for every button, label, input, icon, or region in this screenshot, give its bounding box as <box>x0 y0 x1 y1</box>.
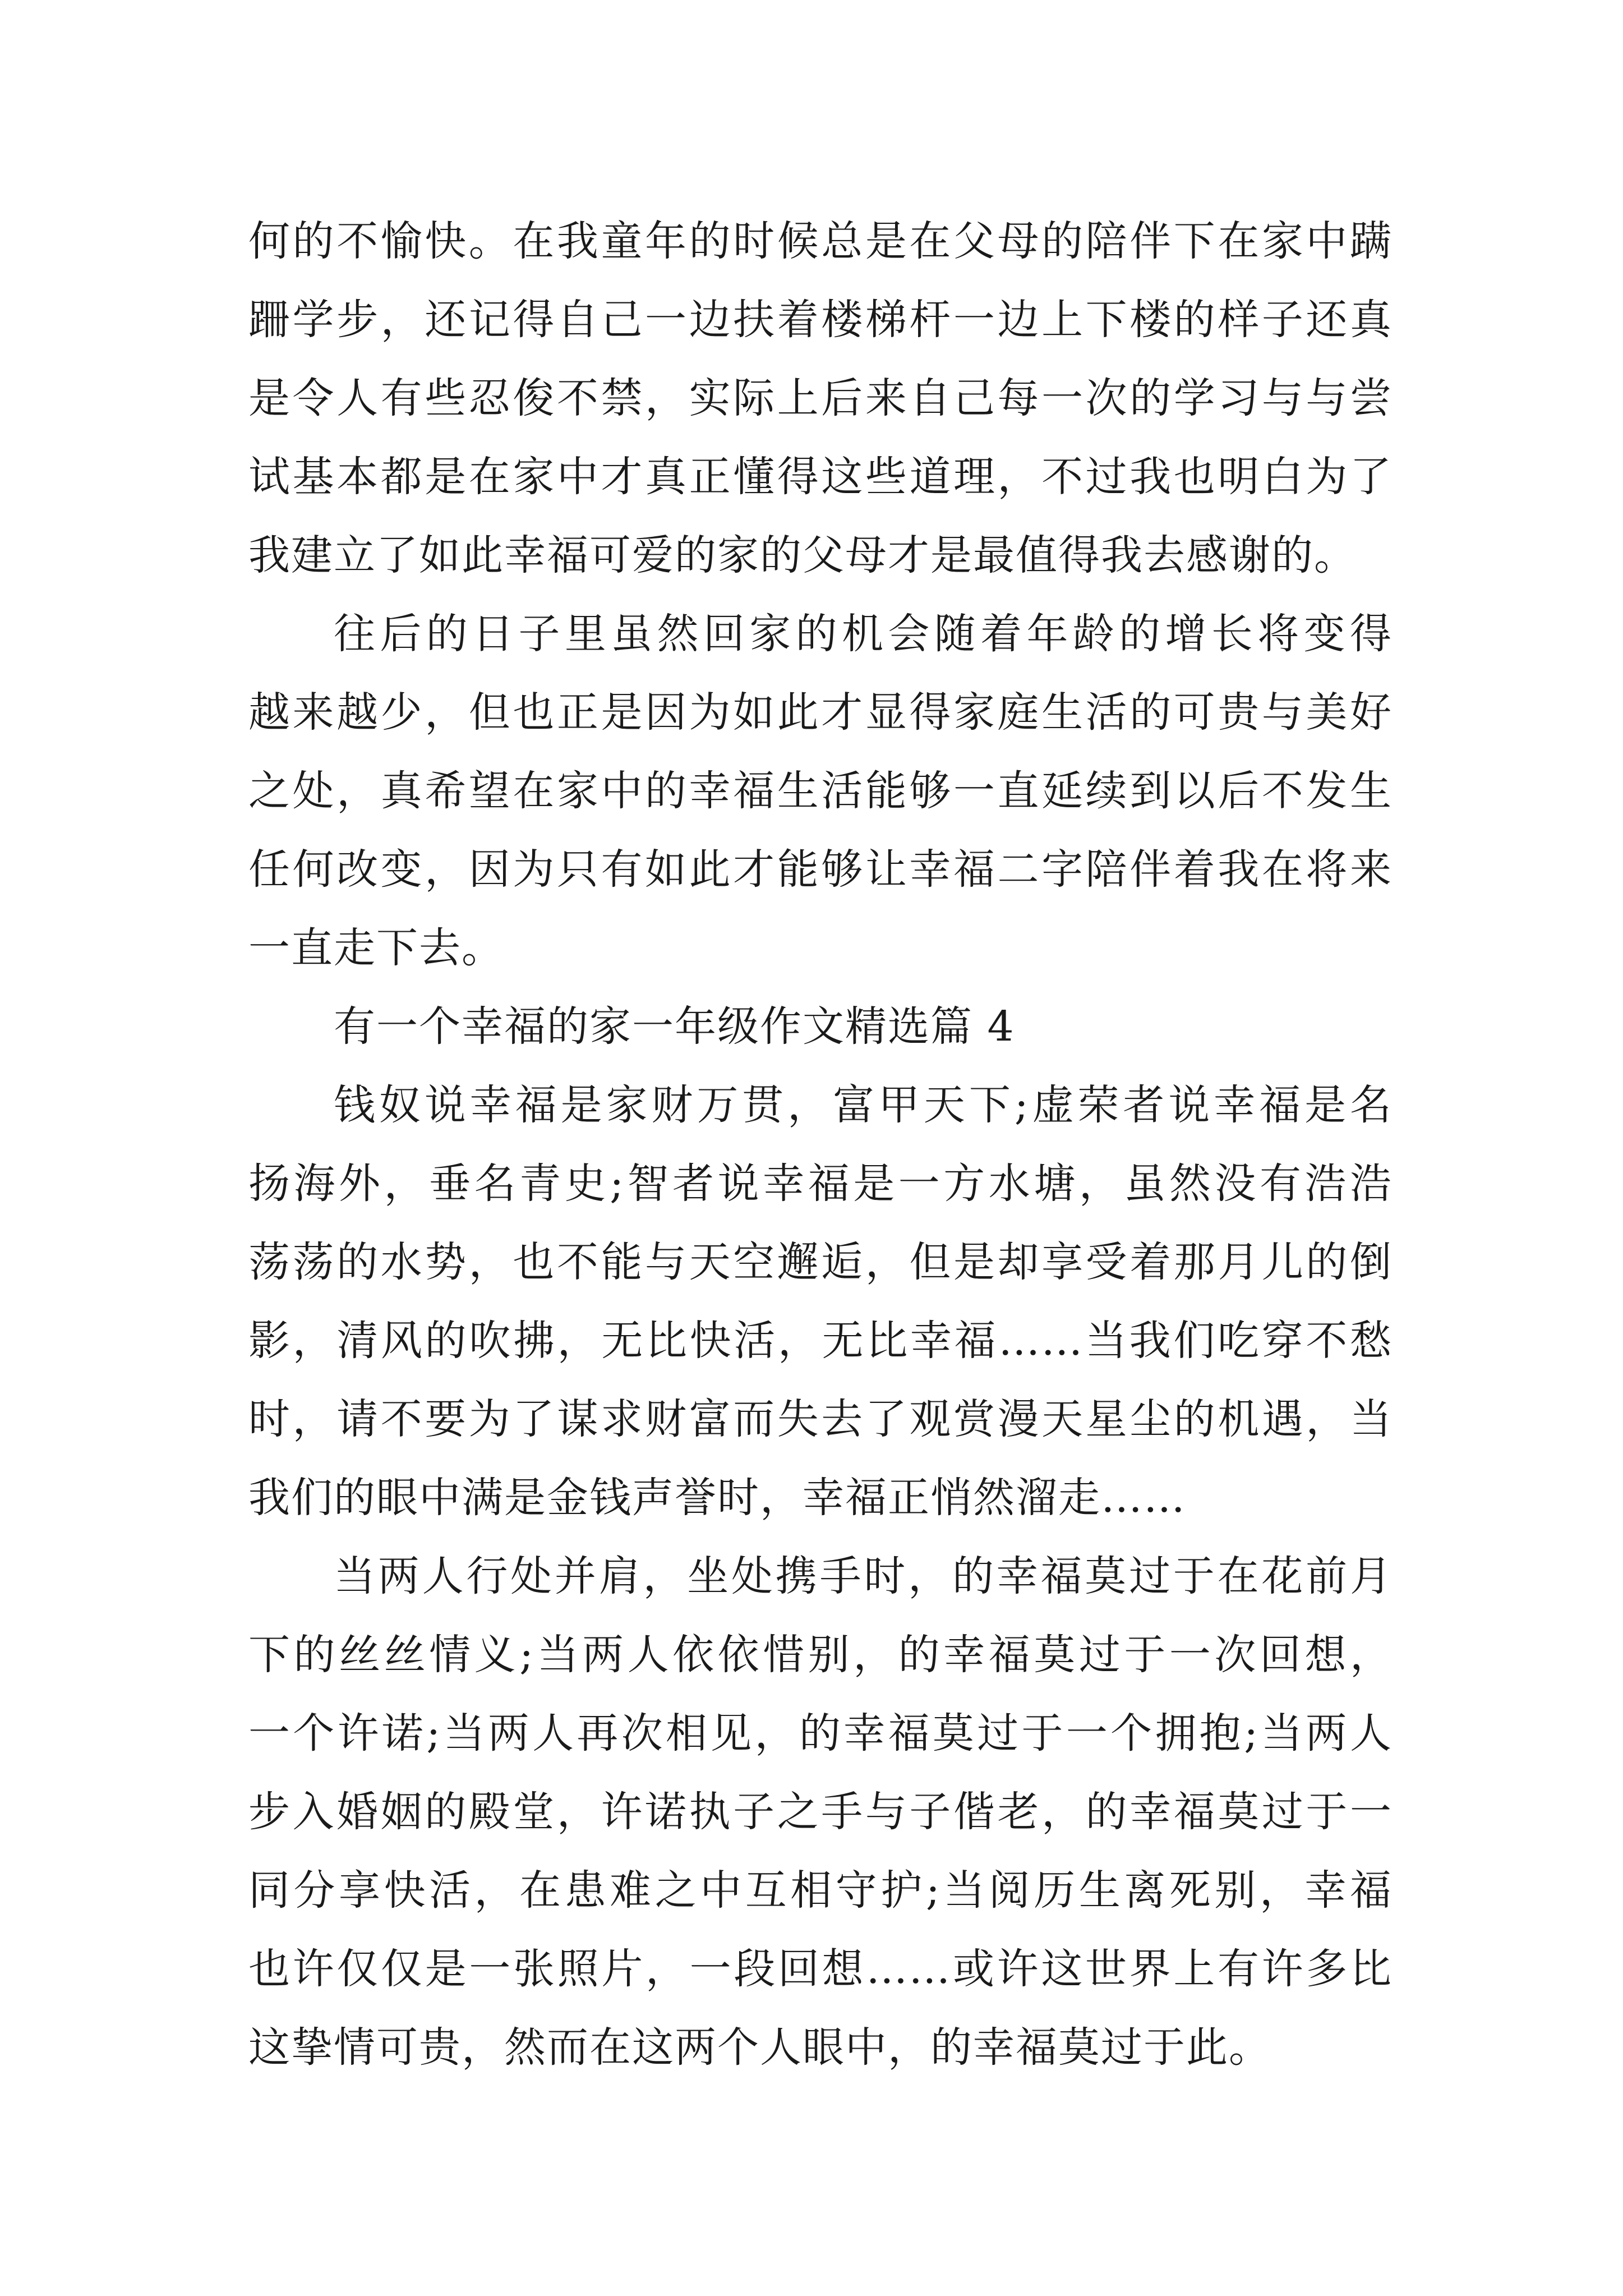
text-line: 跚学步，还记得自己一边扶着楼梯杆一边上下楼的样子还真 <box>248 296 1393 344</box>
text-line: 荡荡的水势，也不能与天空邂逅，但是却享受着那月儿的倒 <box>248 1238 1393 1286</box>
text-line: 当两人行处并肩，坐处携手时，的幸福莫过于在花前月 <box>334 1552 1393 1600</box>
paragraph <box>248 1066 1393 1537</box>
text-line: 何的不愉快。在我童年的时候总是在父母的陪伴下在家中蹒 <box>248 217 1393 265</box>
essay-text <box>248 202 1393 2087</box>
text-line: 也许仅仅是一张照片，一段回想……或许这世界上有许多比 <box>248 1945 1393 1993</box>
text-line: 下的丝丝情义;当两人依依惜别，的幸福莫过于一次回想， <box>248 1631 1393 1679</box>
text-line: 一个许诺;当两人再次相见，的幸福莫过于一个拥抱;当两人 <box>248 1709 1393 1757</box>
text-line: 影，清风的吹拂，无比快活，无比幸福……当我们吃穿不愁 <box>248 1317 1393 1365</box>
text-line: 之处，真希望在家中的幸福生活能够一直延续到以后不发生 <box>248 767 1393 815</box>
text-line: 同分享快活，在患难之中互相守护;当阅历生离死别，幸福 <box>248 1866 1393 1915</box>
text-line: 我建立了如此幸福可爱的家的父母才是最值得我去感谢的。 <box>248 531 1357 579</box>
text-line: 试基本都是在家中才真正懂得这些道理，不过我也明白为了 <box>248 453 1393 501</box>
text-line: 任何改变，因为只有如此才能够让幸福二字陪伴着我在将来 <box>248 845 1393 894</box>
text-line: 扬海外，垂名青史;智者说幸福是一方水塘，虽然没有浩浩 <box>248 1159 1393 1208</box>
text-line: 步入婚姻的殿堂，许诺执子之手与子偕老，的幸福莫过于一 <box>248 1788 1393 1836</box>
paragraph <box>248 595 1393 987</box>
heading-line: 有一个幸福的家一年级作文精选篇 4 <box>334 1002 1015 1051</box>
text-line: 时，请不要为了谋求财富而失去了观赏漫天星尘的机遇，当 <box>248 1395 1393 1443</box>
text-line: 这挚情可贵，然而在这两个人眼中，的幸福莫过于此。 <box>248 2023 1271 2072</box>
text-line: 往后的日子里虽然回家的机会随着年龄的增长将变得 <box>334 610 1393 658</box>
text-line: 越来越少，但也正是因为如此才显得家庭生活的可贵与美好 <box>248 688 1393 737</box>
text-line: 我们的眼中满是金钱声誉时，幸福正悄然溜走…… <box>248 1474 1186 1522</box>
text-line: 钱奴说幸福是家财万贯，富甲天下;虚荣者说幸福是名 <box>334 1081 1393 1129</box>
paragraph <box>248 1537 1393 2087</box>
text-line: 是令人有些忍俊不禁，实际上后来自己每一次的学习与与尝 <box>248 374 1393 422</box>
section-heading <box>248 987 1393 1066</box>
paragraph <box>248 202 1393 595</box>
text-line: 一直走下去。 <box>248 924 504 972</box>
